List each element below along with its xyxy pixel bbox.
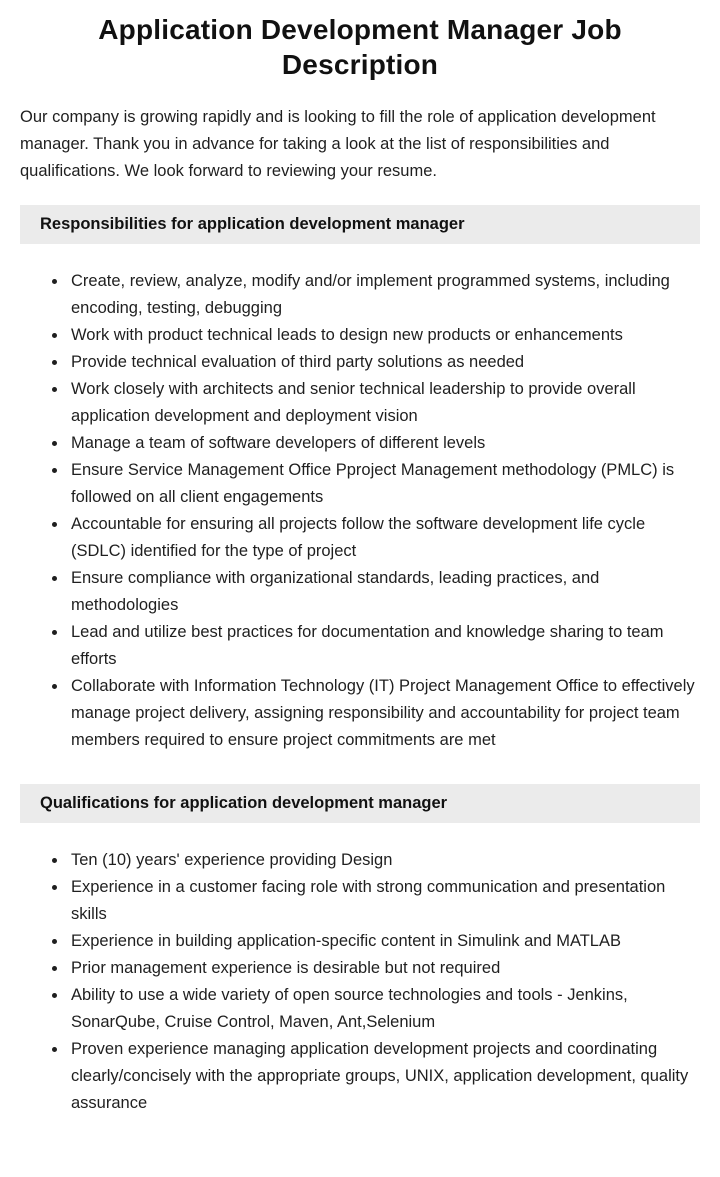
list-item: • Ensure compliance with organizational standards, leading practices, and methodologies [68,565,700,619]
responsibilities-list [20,268,700,754]
responsibilities-heading: Responsibilities for application development manager [40,215,465,233]
qualifications-heading: Qualifications for application development manager [40,794,448,812]
list-item: • Ability to use a wide variety of open source technologies and tools - Jenkins, SonarQube, Cruise Control, Maven, Ant,Selenium [68,982,700,1036]
list-item: • Accountable for ensuring all projects follow the software development life cycle (SDLC) identified for the type of project [68,511,700,565]
list-item: • Collaborate with Information Technology (IT) Project Management Office to effectively manage project delivery, assigning responsibility and accountability for project team members required to ensure project commitments are met [68,673,700,754]
qualifications-list [20,847,700,1117]
list-item: • Create, review, analyze, modify and/or implement programmed systems, including encoding, testing, debugging [68,268,700,322]
list-item: • Lead and utilize best practices for documentation and knowledge sharing to team efforts [68,619,700,673]
intro-paragraph: Our company is growing rapidly and is looking to fill the role of application development manager. Thank you in advance for taking a look at the list of responsibilities and qualifications. We look forward to reviewing your resume. [20,108,656,180]
page-title: Application Development Manager Job Description [98,14,622,80]
list-item: • Provide technical evaluation of third party solutions as needed [68,349,700,376]
list-item: • Ten (10) years' experience providing Design [68,847,700,874]
qualifications-section-header [20,784,700,823]
list-item: • Experience in building application-specific content in Simulink and MATLAB [68,928,700,955]
list-item: • Work closely with architects and senior technical leadership to provide overall application development and deployment vision [68,376,700,430]
list-item: • Manage a team of software developers of different levels [68,430,700,457]
list-item: • Work with product technical leads to design new products or enhancements [68,322,700,349]
responsibilities-section-header [20,205,700,244]
list-item: • Experience in a customer facing role with strong communication and presentation skills [68,874,700,928]
list-item: • Ensure Service Management Office Pproject Management methodology (PMLC) is followed on all client engagements [68,457,700,511]
list-item: • Prior management experience is desirable but not required [68,955,700,982]
list-item: • Proven experience managing application development projects and coordinating clearly/concisely with the appropriate groups, UNIX, application development, quality assurance [68,1036,700,1117]
